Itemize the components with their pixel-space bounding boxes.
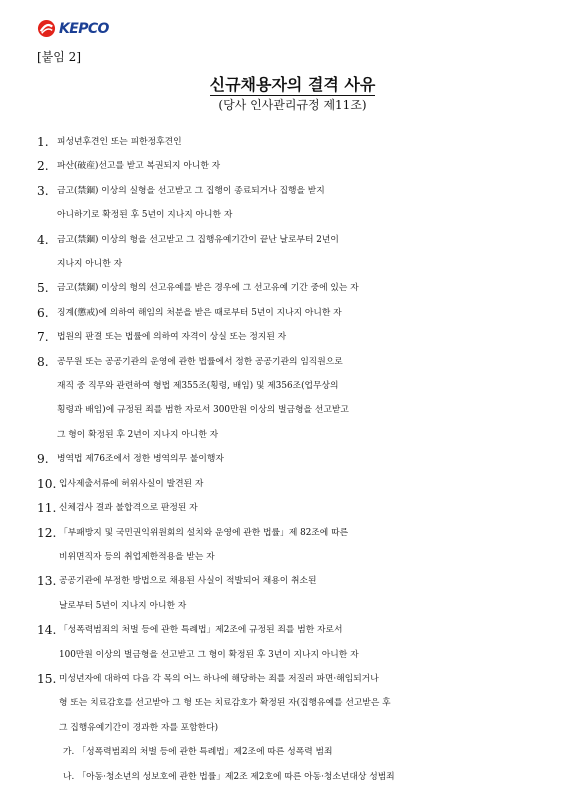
list-item (37, 667, 557, 740)
list-item-number: 14. (37, 623, 57, 638)
list-item-line: 피성년후견인 또는 피한정후견인 (57, 137, 182, 147)
list-item-line: 그 집행유예기간이 경과한 자를 포함한다) (59, 722, 219, 733)
sub-item-mark: 가. (63, 747, 75, 758)
list-item (37, 569, 557, 618)
list-item (37, 350, 557, 448)
list-item-number: 13. (37, 574, 57, 589)
kepco-logo (37, 19, 109, 38)
list-item (37, 472, 557, 496)
list-item-line: 징계(懲戒)에 의하여 해임의 처분을 받은 때로부터 5년이 지나지 아니한 자 (57, 307, 342, 318)
list-item (37, 496, 557, 520)
list-item-line: 병역법 제76조에서 정한 병역의무 불이행자 (57, 454, 224, 465)
list-item-number: 2. (37, 159, 49, 174)
list-item-number: 6. (37, 305, 49, 320)
list-item-line: 금고(禁錮) 이상의 실형을 선고받고 그 집행이 종료되거나 집행을 받지 (57, 185, 325, 196)
sub-item-text: 「아동·청소년의 성보호에 관한 법률」제2조 제2호에 따른 아동·청소년대상 성범죄 (77, 771, 395, 782)
list-item-number: 7. (37, 330, 49, 345)
sub-item-text: 「성폭력범죄의 처벌 등에 관한 특례법」제2조에 따른 성폭력 범죄 (77, 747, 333, 758)
list-item-line: 입사제출서류에 허위사실이 발견된 자 (59, 478, 204, 489)
list-item-line: 금고(禁錮) 이상의 형을 선고받고 그 집행유예기간이 끝난 날로부터 2년이 (57, 234, 339, 245)
list-item-line: 파산(破産)선고를 받고 복권되지 아니한 자 (57, 161, 221, 172)
kepco-logo-mark-icon (37, 19, 56, 38)
list-item-line: 「성폭력범죄의 처벌 등에 관한 특례법」제2조에 규정된 죄를 범한 자로서 (59, 625, 343, 636)
list-item (37, 301, 557, 325)
list-item-line: 금고(禁錮) 이상의 형의 선고유예를 받은 경우에 그 선고유예 기간 중에 있는 자 (57, 283, 359, 294)
logo-text: KEPCO (59, 20, 109, 37)
list-item-number: 8. (37, 354, 49, 369)
list-item-line: 재직 중 직무와 관련하여 형법 제355조(횡령, 배임) 및 제356조(업무상의 (57, 381, 339, 392)
list-item-number: 11. (37, 501, 57, 516)
list-item (37, 179, 557, 228)
list-item (37, 276, 557, 300)
list-item-line: 100만원 이상의 벌금형을 선고받고 그 형이 확정된 후 3년이 지나지 아니한 자 (59, 649, 359, 660)
page-subtitle: (당사 인사관리규정 제11조) (218, 98, 367, 112)
list-item-line: 그 형이 확정된 후 2년이 지나지 아니한 자 (57, 429, 219, 440)
list-item-line: 날로부터 5년이 지나지 아니한 자 (59, 600, 187, 611)
list-item-line: 횡령과 배임)에 규정된 죄를 범한 자로서 300만원 이상의 벌금형을 선고받고 (57, 405, 349, 416)
list-item-line: 신체검사 결과 불합격으로 판정된 자 (59, 503, 198, 514)
title-text: 신규채용자의 결격 사유 (209, 75, 376, 94)
list-item-line: 「부패방지 및 국민권익위원회의 설치와 운영에 관한 법률」제 82조에 따른 (59, 527, 349, 538)
list-item-number: 1. (37, 135, 49, 149)
list-item-line: 공공기관에 부정한 방법으로 채용된 사실이 적발되어 채용이 취소된 (59, 576, 317, 587)
list-item-number: 3. (37, 183, 49, 198)
sub-item (37, 740, 557, 764)
list-item (37, 447, 557, 471)
sub-item (37, 765, 557, 789)
disqualification-list (37, 130, 557, 789)
sub-item-mark: 나. (63, 771, 75, 782)
list-item (37, 228, 557, 277)
list-item-line: 공무원 또는 공공기관의 운영에 관한 법률에서 정한 공공기관의 임직원으로 (57, 356, 343, 367)
list-item-line: 형 또는 치료감호를 선고받아 그 형 또는 치료감호가 확정된 자(집행유예를 선고받은 후 (59, 698, 391, 709)
list-item-number: 4. (37, 232, 49, 247)
attachment-label: [붙임 2] (37, 50, 81, 64)
list-item (37, 154, 557, 178)
list-item (37, 325, 557, 349)
list-item-line: 비위면직자 등의 취업제한적용을 받는 자 (59, 551, 215, 562)
list-item (37, 618, 557, 667)
list-item-number: 12. (37, 525, 57, 540)
list-item-line: 법원의 판결 또는 법률에 의하여 자격이 상실 또는 정지된 자 (57, 332, 287, 343)
list-item-line: 지나지 아니한 자 (57, 259, 123, 270)
list-item-number: 5. (37, 281, 49, 296)
list-item-number: 9. (37, 452, 49, 467)
list-item-number: 15. (37, 671, 57, 686)
list-item (37, 130, 557, 154)
page-title (0, 72, 585, 95)
list-item-line: 미성년자에 대하여 다음 각 목의 어느 하나에 해당하는 죄를 저질러 파면·해임되거나 (59, 673, 379, 684)
list-item (37, 521, 557, 570)
list-item-line: 아니하기로 확정된 후 5년이 지나지 아니한 자 (57, 210, 233, 221)
list-item-number: 10. (37, 476, 57, 491)
